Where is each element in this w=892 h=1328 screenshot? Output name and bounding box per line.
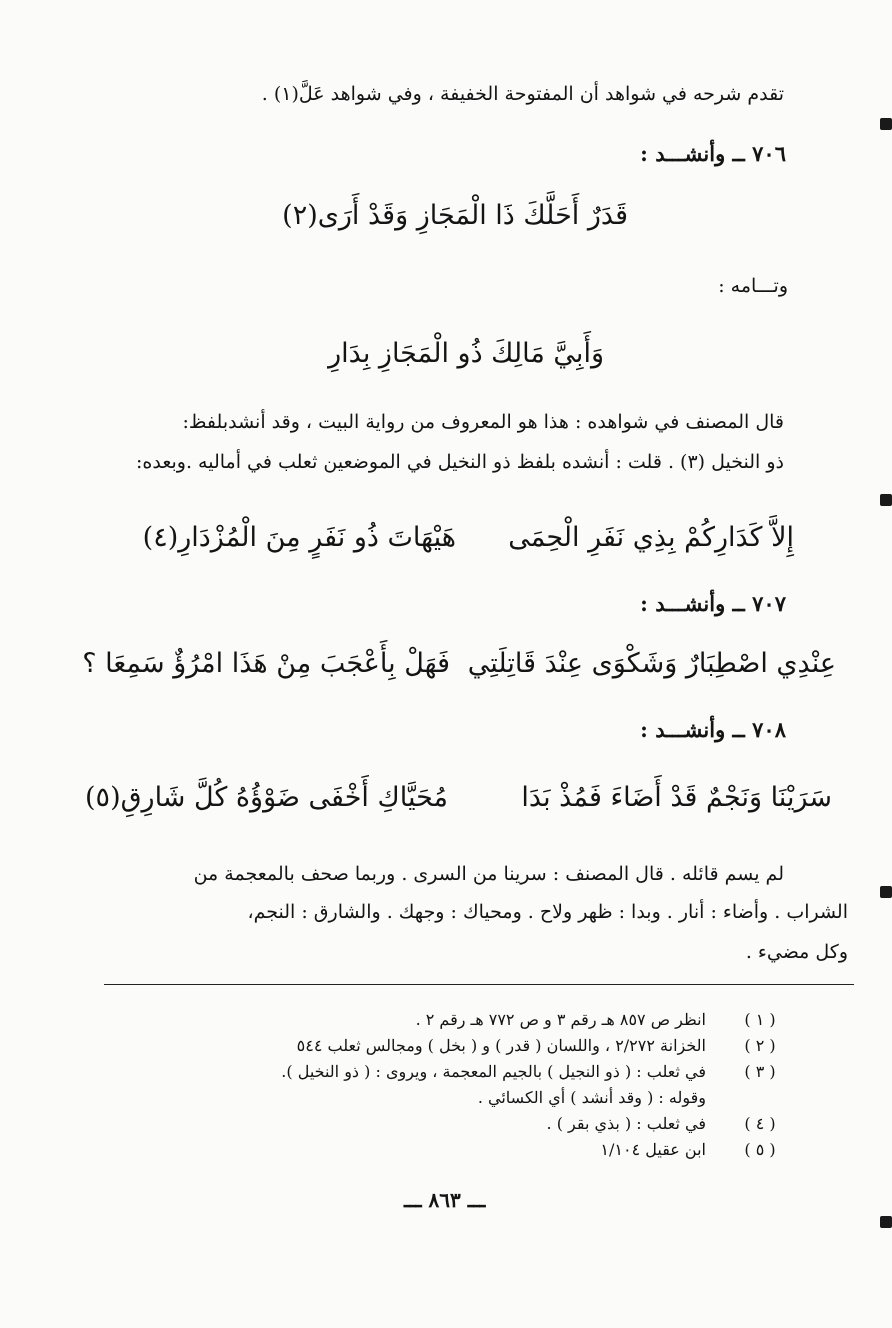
- footnote-4: [104, 1114, 784, 1135]
- edge-mark: [880, 118, 892, 130]
- footnote-number: ( ٣ ): [744, 1062, 776, 1081]
- footnote-text: الخزانة ٢/٢٧٢ ، واللسان ( قدر ) و ( بخل ) ومجالس ثعلب ٥٤٤: [296, 1036, 706, 1055]
- verse-706-second: وَأَبِيَّ مَالِكَ ذُو الْمَجَازِ بِدَارِ: [328, 338, 604, 369]
- edge-mark: [880, 886, 892, 898]
- heading-708: ٧٠٨ ــ وأنشـــد :: [640, 717, 786, 742]
- verse-706-after-hemistich-left: هَيْهَاتَ ذُو نَفَرٍ مِنَ الْمُزْدَارِ(٤): [142, 522, 456, 553]
- paragraph-708-line3: وكل مضيء .: [745, 941, 848, 963]
- footnote-text: انظر ص ٨٥٧ هـ رقم ٣ و ص ٧٧٢ هـ رقم ٢ .: [415, 1010, 706, 1029]
- footnote-number: ( ١ ): [744, 1010, 776, 1029]
- edge-mark: [880, 494, 892, 506]
- footnote-1: [104, 1010, 784, 1031]
- verse-706-after-hemistich-right: إِلاَّ كَدَارِكُمْ بِذِي نَفَرِ الْحِمَى: [508, 522, 794, 553]
- footnote-3-continuation: [104, 1088, 784, 1109]
- heading-706: ٧٠٦ ــ وأنشـــد :: [640, 141, 786, 166]
- footnote-number: ( ٤ ): [744, 1114, 776, 1133]
- verse-706-first: قَدَرٌ أَحَلَّكَ ذَا الْمَجَازِ وَقَدْ أَرَى(٢): [282, 200, 628, 231]
- verse-708-hemistich-right: سَرَيْنَا وَنَجْمٌ قَدْ أَضَاءَ فَمُذْ بَدَا: [521, 782, 832, 813]
- verse-707-hemistich-right: عِنْدِي اصْطِبَارٌ وَشَكْوَى عِنْدَ قَاتِلَتِي: [467, 648, 836, 679]
- footnote-text: وقوله : ( وقد أنشد ) أي الكسائي .: [477, 1088, 706, 1107]
- footnote-separator: [104, 984, 854, 985]
- footnote-2: [104, 1036, 784, 1057]
- paragraph-708-line1: لم يسم قائله . قال المصنف : سرينا من السرى . وربما صحف بالمعجمة من: [193, 863, 784, 885]
- footnote-5: [104, 1140, 784, 1161]
- footnote-text: في ثعلب : ( ذو النجيل ) بالجيم المعجمة ، ويروى : ( ذو النخيل ).: [281, 1062, 706, 1081]
- heading-707: ٧٠٧ ــ وأنشـــد :: [640, 591, 786, 616]
- footnote-3: [104, 1062, 784, 1083]
- intro-line: تقدم شرحه في شواهد أن المفتوحة الخفيفة ، وفي شواهد عَلَّ(١) .: [261, 83, 784, 105]
- verse-708-hemistich-left: مُحَيَّاكِ أَخْفَى ضَوْؤُهُ كُلَّ شَارِقِ(٥): [85, 782, 448, 813]
- footnote-number: ( ٢ ): [744, 1036, 776, 1055]
- paragraph-706-line1: قال المصنف في شواهده : هذا هو المعروف من رواية البيت ، وقد أنشدبلفظ:: [182, 411, 784, 433]
- paragraph-706-line2: ذو النخيل (٣) . قلت : أنشده بلفظ ذو النخيل في الموضعين ثعلب في أماليه .وبعده:: [136, 451, 784, 473]
- verse-707-hemistich-left: فَهَلْ بِأَعْجَبَ مِنْ هَذَا امْرُؤٌ سَمِعَا ؟: [82, 648, 450, 679]
- page-number: ـــ ٨٦٣ ـــ: [404, 1188, 486, 1212]
- tamam-label: وتـــامه :: [718, 275, 788, 297]
- footnote-text: ابن عقيل ١/١٠٤: [600, 1140, 706, 1159]
- edge-mark: [880, 1216, 892, 1228]
- footnote-text: في ثعلب : ( بذي بقر ) .: [546, 1114, 706, 1133]
- footnote-number: ( ٥ ): [744, 1140, 776, 1159]
- paragraph-708-line2: الشراب . وأضاء : أنار . وبدا : ظهر ولاح . ومحياك : وجهك . والشارق : النجم،: [247, 901, 848, 923]
